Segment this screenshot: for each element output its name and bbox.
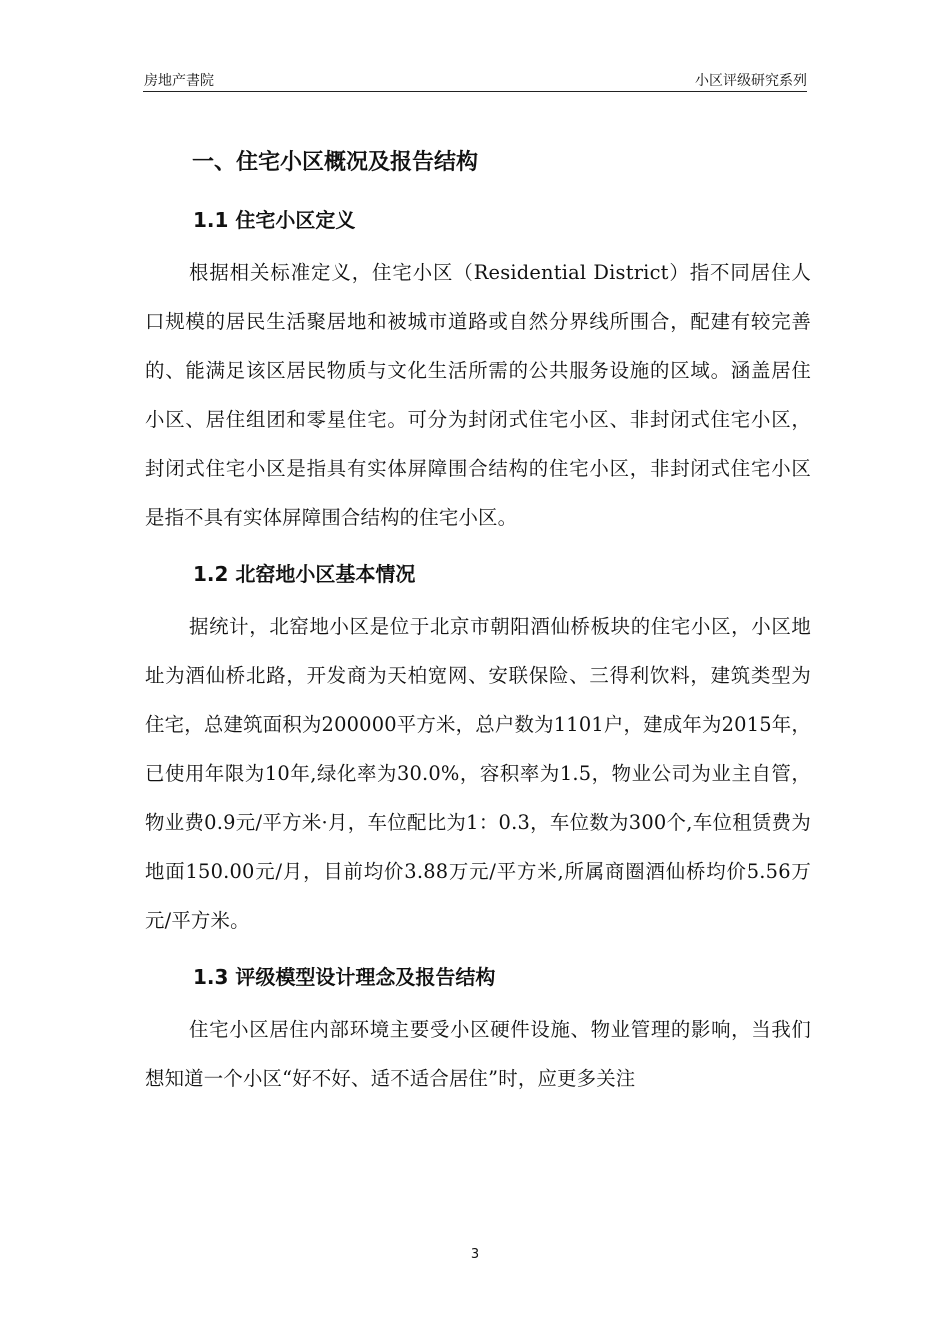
header-rule bbox=[143, 91, 807, 92]
header-series-title: 小区评级研究系列 bbox=[695, 73, 807, 89]
chapter-title: 一、住宅小区概况及报告结构 bbox=[192, 150, 479, 175]
section-paragraph-1-2: 据统计，北窑地小区是位于北京市朝阳酒仙桥板块的住宅小区，小区地址为酒仙桥北路，开发商为天柏宽网、安联保险、三得利饮料，建筑类型为住宅，总建筑面积为200000平方米，总户数为1101户，建成年为2015年，已使用年限为10年,绿化率为30.0%，容积率为1.5，物业公司为业主自管，物业费0.9元/平方米·月，车位配比为1：0.3，车位数为300个,车位租赁费为地面150.00元/月，目前均价3.88万元/平方米,所属商圈酒仙桥均价5.56万元/平方米。 bbox=[145, 615, 811, 932]
page-body bbox=[145, 138, 811, 1103]
section-heading-1-3: 1.3 评级模型设计理念及报告结构 bbox=[193, 965, 496, 989]
section-heading-1-2: 1.2 北窑地小区基本情况 bbox=[193, 562, 416, 586]
section-heading-1-1: 1.1 住宅小区定义 bbox=[193, 208, 356, 232]
section-paragraph-1-1: 根据相关标准定义，住宅小区（Residential District）指不同居住人口规模的居民生活聚居地和被城市道路或自然分界线所围合，配建有较完善的、能满足该区居民物质与文化生活所需的公共服务设施的区域。涵盖居住小区、居住组团和零星住宅。可分为封闭式住宅小区、非封闭式住宅小区，封闭式住宅小区是指具有实体屏障围合结构的住宅小区，非封闭式住宅小区是指不具有实体屏障围合结构的住宅小区。 bbox=[145, 261, 811, 529]
header-publisher: 房地产書院 bbox=[144, 73, 214, 89]
page-number: 3 bbox=[470, 1247, 480, 1262]
section-paragraph-1-3: 住宅小区居住内部环境主要受小区硬件设施、物业管理的影响，当我们想知道一个小区“好不好、适不适合居住”时，应更多关注 bbox=[145, 1018, 811, 1090]
